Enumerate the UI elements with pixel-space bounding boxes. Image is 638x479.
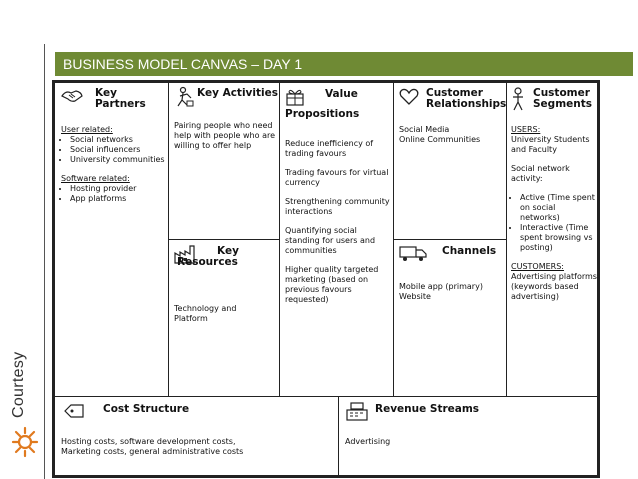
relationships-title-line2: Relationships bbox=[426, 98, 507, 110]
customer-segments-body bbox=[511, 125, 597, 302]
users-text: University Students and Faculty bbox=[511, 135, 590, 154]
revenue-streams-title: Revenue Streams bbox=[375, 403, 480, 415]
heart-icon bbox=[399, 88, 419, 106]
cost-structure-block bbox=[54, 396, 339, 476]
channels-title: Channels bbox=[442, 245, 497, 257]
key-partners-body bbox=[61, 125, 167, 204]
list-item: Online Communities bbox=[399, 135, 481, 144]
list-item: • Social networks bbox=[70, 135, 167, 145]
customers-text: Advertising platforms (keywords based advertising) bbox=[511, 272, 597, 301]
cost-line-1: Hosting costs, software development costs, bbox=[61, 437, 236, 446]
list-item: Website bbox=[399, 292, 431, 301]
customers-heading: CUSTOMERS: bbox=[511, 262, 564, 271]
truck-icon bbox=[399, 244, 427, 262]
list-item: Mobile app (primary) bbox=[399, 282, 483, 291]
value-propositions-block bbox=[279, 82, 394, 397]
person-icon bbox=[511, 87, 525, 111]
relationships-title-line1: Customer bbox=[426, 87, 483, 99]
handshake-icon bbox=[61, 87, 83, 103]
customer-relationships-title bbox=[426, 88, 506, 110]
key-activities-block bbox=[168, 82, 280, 240]
segments-title-line1: Customer bbox=[533, 87, 590, 99]
user-related-list bbox=[61, 135, 167, 165]
cost-line-2: Marketing costs, general administrative costs bbox=[61, 447, 244, 456]
key-resources-body: Technology and Platform bbox=[174, 304, 237, 323]
value-title-line1: Value bbox=[325, 88, 358, 100]
software-related-heading: Software related: bbox=[61, 174, 130, 183]
key-resources-block bbox=[168, 239, 280, 397]
list-item: • Active (Time spent on social networks) bbox=[520, 193, 597, 223]
cash-register-icon bbox=[345, 401, 369, 421]
customer-segments-block bbox=[506, 82, 598, 397]
users-heading: USERS: bbox=[511, 125, 541, 134]
list-item: • Social influencers bbox=[70, 145, 167, 155]
customer-relationships-body bbox=[399, 125, 505, 145]
customer-segments-title bbox=[533, 88, 592, 110]
price-tag-icon bbox=[63, 403, 85, 419]
page-title: BUSINESS MODEL CANVAS – DAY 1 bbox=[55, 52, 633, 76]
key-partners-block bbox=[54, 82, 169, 397]
revenue-streams-body: Advertising bbox=[345, 437, 391, 446]
key-activities-body: Pairing people who need help with people who are willing to offer help bbox=[174, 121, 275, 150]
value-propositions-body bbox=[285, 139, 393, 305]
key-resources-title-line2: Resources bbox=[177, 256, 238, 268]
business-model-canvas bbox=[52, 80, 600, 478]
list-item: • Interactive (Time spent browsing vs posting) bbox=[520, 223, 597, 253]
list-item: Quantifying social standing for users and communities bbox=[285, 226, 376, 255]
list-item: Reduce inefficiency of trading favours bbox=[285, 139, 374, 158]
list-item: Strengthening community interactions bbox=[285, 197, 390, 216]
activity-heading: Social network activity: bbox=[511, 164, 570, 183]
segments-title-line2: Segments bbox=[533, 98, 593, 110]
activity-list bbox=[511, 193, 597, 253]
software-related-list bbox=[61, 184, 167, 204]
list-item: • App platforms bbox=[70, 194, 167, 204]
revenue-streams-block bbox=[338, 396, 598, 476]
cost-structure-title: Cost Structure bbox=[103, 403, 190, 415]
key-activities-title: Key Activities bbox=[197, 87, 278, 99]
list-item: • University communities bbox=[70, 155, 167, 165]
list-item: Trading favours for virtual currency bbox=[285, 168, 389, 187]
list-item: • Hosting provider bbox=[70, 184, 167, 194]
key-resources-title-line1: Key bbox=[217, 245, 239, 257]
sun-logo-icon bbox=[10, 424, 40, 460]
value-propositions-title bbox=[285, 89, 359, 120]
user-related-heading: User related: bbox=[61, 125, 113, 134]
channels-block bbox=[393, 239, 507, 397]
list-item: Higher quality targeted marketing (based on previous favours requested) bbox=[285, 265, 379, 304]
cost-structure-body bbox=[61, 437, 336, 457]
sidebar-divider bbox=[44, 44, 45, 479]
courtesy-label: Courtesy bbox=[10, 351, 27, 418]
worker-icon bbox=[174, 86, 194, 108]
key-partners-title: Key Partners bbox=[95, 87, 146, 110]
list-item: Social Media bbox=[399, 125, 450, 134]
key-resources-title bbox=[177, 245, 239, 268]
channels-body bbox=[399, 282, 505, 302]
customer-relationships-block bbox=[393, 82, 507, 240]
value-title-line2: Propositions bbox=[285, 108, 360, 120]
